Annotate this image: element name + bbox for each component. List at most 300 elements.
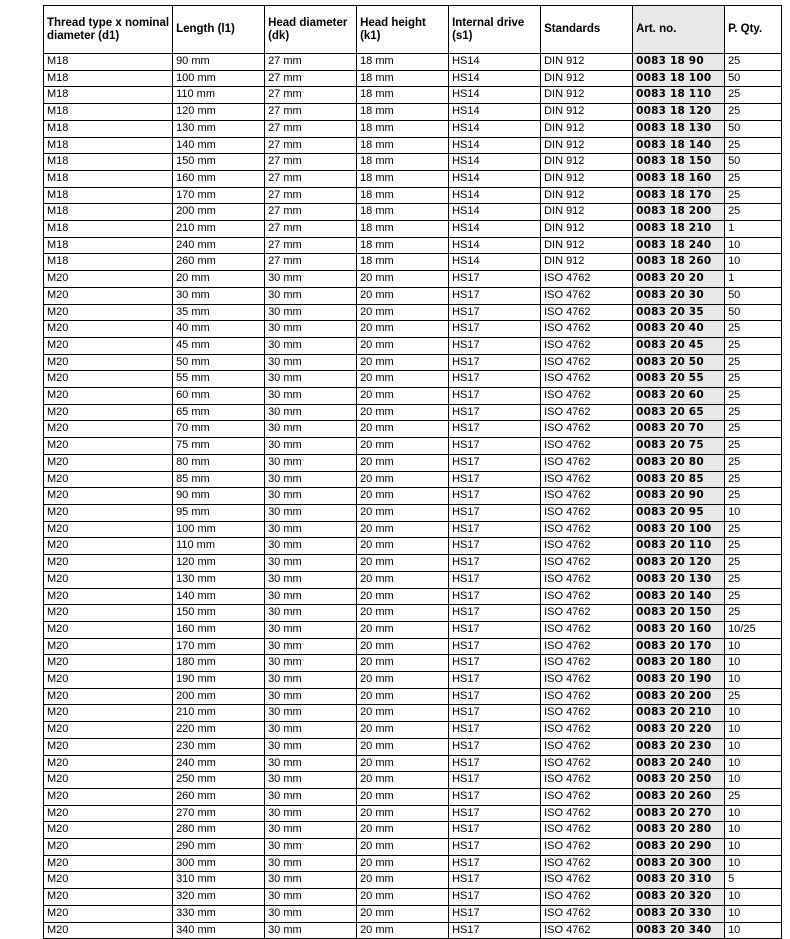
head-height-cell: 18 mm bbox=[357, 54, 449, 71]
internal-drive-cell: HS17 bbox=[449, 905, 541, 922]
table-row bbox=[44, 204, 782, 221]
art-no-cell: 0083 20 20 bbox=[633, 271, 725, 288]
thread-type-cell: M20 bbox=[44, 889, 173, 906]
head-height-cell: 20 mm bbox=[357, 872, 449, 889]
col-header-internal-drive: Internal drive (s1) bbox=[449, 6, 541, 54]
thread-type-cell: M20 bbox=[44, 788, 173, 805]
head-diameter-cell: 30 mm bbox=[265, 705, 357, 722]
standard-cell: ISO 4762 bbox=[541, 605, 633, 622]
head-diameter-cell: 30 mm bbox=[265, 872, 357, 889]
head-height-cell: 20 mm bbox=[357, 555, 449, 572]
pack-qty-cell: 25 bbox=[725, 555, 782, 572]
col-header-standards: Standards bbox=[541, 6, 633, 54]
head-height-cell: 20 mm bbox=[357, 755, 449, 772]
thread-type-cell: M20 bbox=[44, 855, 173, 872]
length-cell: 85 mm bbox=[173, 471, 265, 488]
standard-cell: ISO 4762 bbox=[541, 271, 633, 288]
pack-qty-cell: 10 bbox=[725, 905, 782, 922]
standard-cell: ISO 4762 bbox=[541, 371, 633, 388]
length-cell: 60 mm bbox=[173, 388, 265, 405]
head-diameter-cell: 30 mm bbox=[265, 638, 357, 655]
head-height-cell: 20 mm bbox=[357, 571, 449, 588]
internal-drive-cell: HS17 bbox=[449, 555, 541, 572]
table-row bbox=[44, 271, 782, 288]
head-height-cell: 18 mm bbox=[357, 254, 449, 271]
length-cell: 180 mm bbox=[173, 655, 265, 672]
table-row bbox=[44, 839, 782, 856]
head-diameter-cell: 30 mm bbox=[265, 555, 357, 572]
standard-cell: DIN 912 bbox=[541, 204, 633, 221]
length-cell: 130 mm bbox=[173, 571, 265, 588]
thread-type-cell: M20 bbox=[44, 321, 173, 338]
head-height-cell: 20 mm bbox=[357, 504, 449, 521]
thread-type-cell: M20 bbox=[44, 571, 173, 588]
standard-cell: ISO 4762 bbox=[541, 805, 633, 822]
art-no-cell: 0083 18 210 bbox=[633, 221, 725, 238]
head-diameter-cell: 27 mm bbox=[265, 54, 357, 71]
internal-drive-cell: HS17 bbox=[449, 872, 541, 889]
length-cell: 150 mm bbox=[173, 154, 265, 171]
internal-drive-cell: HS17 bbox=[449, 772, 541, 789]
art-no-cell: 0083 18 150 bbox=[633, 154, 725, 171]
head-diameter-cell: 27 mm bbox=[265, 237, 357, 254]
art-no-cell: 0083 20 210 bbox=[633, 705, 725, 722]
head-height-cell: 20 mm bbox=[357, 839, 449, 856]
head-diameter-cell: 30 mm bbox=[265, 688, 357, 705]
pack-qty-cell: 10 bbox=[725, 672, 782, 689]
thread-type-cell: M18 bbox=[44, 154, 173, 171]
table-row bbox=[44, 120, 782, 137]
art-no-cell: 0083 20 110 bbox=[633, 538, 725, 555]
length-cell: 30 mm bbox=[173, 287, 265, 304]
standard-cell: ISO 4762 bbox=[541, 855, 633, 872]
length-cell: 120 mm bbox=[173, 104, 265, 121]
head-height-cell: 20 mm bbox=[357, 855, 449, 872]
art-no-cell: 0083 20 240 bbox=[633, 755, 725, 772]
standard-cell: ISO 4762 bbox=[541, 922, 633, 939]
pack-qty-cell: 25 bbox=[725, 488, 782, 505]
art-no-cell: 0083 20 230 bbox=[633, 738, 725, 755]
head-height-cell: 20 mm bbox=[357, 304, 449, 321]
head-height-cell: 20 mm bbox=[357, 722, 449, 739]
internal-drive-cell: HS17 bbox=[449, 271, 541, 288]
length-cell: 270 mm bbox=[173, 805, 265, 822]
table-header-row bbox=[44, 6, 782, 54]
standard-cell: ISO 4762 bbox=[541, 321, 633, 338]
internal-drive-cell: HS17 bbox=[449, 488, 541, 505]
standard-cell: ISO 4762 bbox=[541, 404, 633, 421]
thread-type-cell: M20 bbox=[44, 287, 173, 304]
pack-qty-cell: 10/25 bbox=[725, 621, 782, 638]
length-cell: 250 mm bbox=[173, 772, 265, 789]
length-cell: 240 mm bbox=[173, 237, 265, 254]
standard-cell: ISO 4762 bbox=[541, 354, 633, 371]
thread-type-cell: M20 bbox=[44, 371, 173, 388]
standard-cell: ISO 4762 bbox=[541, 738, 633, 755]
internal-drive-cell: HS17 bbox=[449, 922, 541, 939]
head-height-cell: 18 mm bbox=[357, 137, 449, 154]
head-diameter-cell: 27 mm bbox=[265, 221, 357, 238]
head-height-cell: 20 mm bbox=[357, 922, 449, 939]
thread-type-cell: M18 bbox=[44, 237, 173, 254]
head-height-cell: 18 mm bbox=[357, 204, 449, 221]
thread-type-cell: M20 bbox=[44, 822, 173, 839]
length-cell: 210 mm bbox=[173, 705, 265, 722]
head-height-cell: 20 mm bbox=[357, 705, 449, 722]
head-diameter-cell: 30 mm bbox=[265, 755, 357, 772]
length-cell: 310 mm bbox=[173, 872, 265, 889]
pack-qty-cell: 25 bbox=[725, 321, 782, 338]
art-no-cell: 0083 18 100 bbox=[633, 70, 725, 87]
thread-type-cell: M20 bbox=[44, 755, 173, 772]
table-row bbox=[44, 538, 782, 555]
head-height-cell: 20 mm bbox=[357, 354, 449, 371]
table-row bbox=[44, 855, 782, 872]
art-no-cell: 0083 20 270 bbox=[633, 805, 725, 822]
length-cell: 230 mm bbox=[173, 738, 265, 755]
head-height-cell: 20 mm bbox=[357, 638, 449, 655]
head-height-cell: 20 mm bbox=[357, 805, 449, 822]
head-diameter-cell: 30 mm bbox=[265, 471, 357, 488]
table-row bbox=[44, 705, 782, 722]
art-no-cell: 0083 20 310 bbox=[633, 872, 725, 889]
pack-qty-cell: 10 bbox=[725, 772, 782, 789]
table-row bbox=[44, 354, 782, 371]
head-diameter-cell: 30 mm bbox=[265, 304, 357, 321]
art-no-cell: 0083 20 90 bbox=[633, 488, 725, 505]
pack-qty-cell: 10 bbox=[725, 889, 782, 906]
art-no-cell: 0083 20 260 bbox=[633, 788, 725, 805]
standard-cell: DIN 912 bbox=[541, 154, 633, 171]
standard-cell: ISO 4762 bbox=[541, 421, 633, 438]
head-diameter-cell: 30 mm bbox=[265, 337, 357, 354]
pack-qty-cell: 10 bbox=[725, 254, 782, 271]
head-height-cell: 18 mm bbox=[357, 187, 449, 204]
art-no-cell: 0083 20 75 bbox=[633, 438, 725, 455]
head-height-cell: 20 mm bbox=[357, 822, 449, 839]
art-no-cell: 0083 20 250 bbox=[633, 772, 725, 789]
art-no-cell: 0083 20 30 bbox=[633, 287, 725, 304]
pack-qty-cell: 50 bbox=[725, 70, 782, 87]
head-height-cell: 20 mm bbox=[357, 521, 449, 538]
head-diameter-cell: 27 mm bbox=[265, 87, 357, 104]
standard-cell: ISO 4762 bbox=[541, 621, 633, 638]
length-cell: 290 mm bbox=[173, 839, 265, 856]
art-no-cell: 0083 20 340 bbox=[633, 922, 725, 939]
standard-cell: DIN 912 bbox=[541, 137, 633, 154]
thread-type-cell: M18 bbox=[44, 187, 173, 204]
pack-qty-cell: 10 bbox=[725, 755, 782, 772]
standard-cell: DIN 912 bbox=[541, 120, 633, 137]
head-diameter-cell: 27 mm bbox=[265, 254, 357, 271]
head-diameter-cell: 30 mm bbox=[265, 271, 357, 288]
internal-drive-cell: HS17 bbox=[449, 822, 541, 839]
art-no-cell: 0083 20 70 bbox=[633, 421, 725, 438]
pack-qty-cell: 25 bbox=[725, 337, 782, 354]
pack-qty-cell: 25 bbox=[725, 438, 782, 455]
pack-qty-cell: 25 bbox=[725, 454, 782, 471]
thread-type-cell: M20 bbox=[44, 304, 173, 321]
pack-qty-cell: 10 bbox=[725, 839, 782, 856]
pack-qty-cell: 25 bbox=[725, 404, 782, 421]
head-diameter-cell: 27 mm bbox=[265, 70, 357, 87]
art-no-cell: 0083 20 220 bbox=[633, 722, 725, 739]
standard-cell: ISO 4762 bbox=[541, 504, 633, 521]
internal-drive-cell: HS17 bbox=[449, 304, 541, 321]
head-diameter-cell: 27 mm bbox=[265, 137, 357, 154]
pack-qty-cell: 10 bbox=[725, 705, 782, 722]
art-no-cell: 0083 20 290 bbox=[633, 839, 725, 856]
table-row bbox=[44, 54, 782, 71]
head-diameter-cell: 27 mm bbox=[265, 170, 357, 187]
length-cell: 50 mm bbox=[173, 354, 265, 371]
standard-cell: DIN 912 bbox=[541, 54, 633, 71]
head-diameter-cell: 27 mm bbox=[265, 154, 357, 171]
internal-drive-cell: HS17 bbox=[449, 421, 541, 438]
thread-type-cell: M18 bbox=[44, 104, 173, 121]
length-cell: 65 mm bbox=[173, 404, 265, 421]
thread-type-cell: M20 bbox=[44, 672, 173, 689]
table-row bbox=[44, 588, 782, 605]
internal-drive-cell: HS17 bbox=[449, 672, 541, 689]
standard-cell: ISO 4762 bbox=[541, 705, 633, 722]
standard-cell: ISO 4762 bbox=[541, 905, 633, 922]
table-row bbox=[44, 421, 782, 438]
head-diameter-cell: 30 mm bbox=[265, 371, 357, 388]
length-cell: 45 mm bbox=[173, 337, 265, 354]
standard-cell: ISO 4762 bbox=[541, 672, 633, 689]
art-no-cell: 0083 20 65 bbox=[633, 404, 725, 421]
art-no-cell: 0083 20 140 bbox=[633, 588, 725, 605]
table-row bbox=[44, 287, 782, 304]
thread-type-cell: M20 bbox=[44, 354, 173, 371]
thread-type-cell: M20 bbox=[44, 504, 173, 521]
pack-qty-cell: 25 bbox=[725, 788, 782, 805]
head-diameter-cell: 30 mm bbox=[265, 788, 357, 805]
internal-drive-cell: HS17 bbox=[449, 605, 541, 622]
table-row bbox=[44, 571, 782, 588]
standard-cell: DIN 912 bbox=[541, 70, 633, 87]
length-cell: 110 mm bbox=[173, 87, 265, 104]
art-no-cell: 0083 18 140 bbox=[633, 137, 725, 154]
head-diameter-cell: 30 mm bbox=[265, 621, 357, 638]
table-row bbox=[44, 221, 782, 238]
table-body bbox=[44, 54, 782, 939]
table-row bbox=[44, 304, 782, 321]
thread-type-cell: M20 bbox=[44, 688, 173, 705]
standard-cell: DIN 912 bbox=[541, 87, 633, 104]
length-cell: 190 mm bbox=[173, 672, 265, 689]
head-diameter-cell: 30 mm bbox=[265, 287, 357, 304]
table-row bbox=[44, 889, 782, 906]
head-height-cell: 18 mm bbox=[357, 104, 449, 121]
length-cell: 200 mm bbox=[173, 688, 265, 705]
internal-drive-cell: HS14 bbox=[449, 254, 541, 271]
col-header-length: Length (l1) bbox=[173, 6, 265, 54]
art-no-cell: 0083 20 40 bbox=[633, 321, 725, 338]
head-height-cell: 20 mm bbox=[357, 271, 449, 288]
pack-qty-cell: 50 bbox=[725, 154, 782, 171]
art-no-cell: 0083 20 320 bbox=[633, 889, 725, 906]
internal-drive-cell: HS17 bbox=[449, 621, 541, 638]
length-cell: 260 mm bbox=[173, 254, 265, 271]
head-diameter-cell: 30 mm bbox=[265, 488, 357, 505]
internal-drive-cell: HS17 bbox=[449, 638, 541, 655]
standard-cell: ISO 4762 bbox=[541, 388, 633, 405]
internal-drive-cell: HS17 bbox=[449, 738, 541, 755]
table-row bbox=[44, 788, 782, 805]
thread-type-cell: M18 bbox=[44, 54, 173, 71]
head-height-cell: 18 mm bbox=[357, 87, 449, 104]
thread-type-cell: M18 bbox=[44, 254, 173, 271]
product-table-container bbox=[43, 5, 782, 939]
pack-qty-cell: 1 bbox=[725, 221, 782, 238]
pack-qty-cell: 25 bbox=[725, 588, 782, 605]
internal-drive-cell: HS17 bbox=[449, 788, 541, 805]
table-row bbox=[44, 454, 782, 471]
table-row bbox=[44, 371, 782, 388]
pack-qty-cell: 10 bbox=[725, 922, 782, 939]
art-no-cell: 0083 18 90 bbox=[633, 54, 725, 71]
table-row bbox=[44, 555, 782, 572]
length-cell: 55 mm bbox=[173, 371, 265, 388]
art-no-cell: 0083 20 80 bbox=[633, 454, 725, 471]
length-cell: 110 mm bbox=[173, 538, 265, 555]
table-row bbox=[44, 872, 782, 889]
head-diameter-cell: 30 mm bbox=[265, 504, 357, 521]
head-height-cell: 20 mm bbox=[357, 454, 449, 471]
standard-cell: ISO 4762 bbox=[541, 471, 633, 488]
standard-cell: ISO 4762 bbox=[541, 337, 633, 354]
length-cell: 130 mm bbox=[173, 120, 265, 137]
pack-qty-cell: 10 bbox=[725, 504, 782, 521]
table-row bbox=[44, 638, 782, 655]
length-cell: 120 mm bbox=[173, 555, 265, 572]
standard-cell: ISO 4762 bbox=[541, 655, 633, 672]
col-header-pack-qty: P. Qty. bbox=[725, 6, 782, 54]
internal-drive-cell: HS17 bbox=[449, 321, 541, 338]
internal-drive-cell: HS14 bbox=[449, 70, 541, 87]
table-row bbox=[44, 70, 782, 87]
length-cell: 330 mm bbox=[173, 905, 265, 922]
head-diameter-cell: 30 mm bbox=[265, 571, 357, 588]
art-no-cell: 0083 18 130 bbox=[633, 120, 725, 137]
internal-drive-cell: HS17 bbox=[449, 889, 541, 906]
table-row bbox=[44, 772, 782, 789]
head-diameter-cell: 30 mm bbox=[265, 805, 357, 822]
head-diameter-cell: 30 mm bbox=[265, 722, 357, 739]
standard-cell: DIN 912 bbox=[541, 187, 633, 204]
head-height-cell: 20 mm bbox=[357, 688, 449, 705]
thread-type-cell: M18 bbox=[44, 120, 173, 137]
pack-qty-cell: 1 bbox=[725, 271, 782, 288]
head-height-cell: 20 mm bbox=[357, 588, 449, 605]
pack-qty-cell: 50 bbox=[725, 287, 782, 304]
pack-qty-cell: 25 bbox=[725, 204, 782, 221]
table-row bbox=[44, 822, 782, 839]
internal-drive-cell: HS17 bbox=[449, 538, 541, 555]
internal-drive-cell: HS14 bbox=[449, 204, 541, 221]
col-header-head-diameter: Head diameter (dk) bbox=[265, 6, 357, 54]
table-row bbox=[44, 170, 782, 187]
head-height-cell: 20 mm bbox=[357, 788, 449, 805]
head-diameter-cell: 27 mm bbox=[265, 204, 357, 221]
length-cell: 210 mm bbox=[173, 221, 265, 238]
table-row bbox=[44, 621, 782, 638]
head-height-cell: 18 mm bbox=[357, 221, 449, 238]
table-row bbox=[44, 471, 782, 488]
head-diameter-cell: 30 mm bbox=[265, 905, 357, 922]
head-height-cell: 20 mm bbox=[357, 321, 449, 338]
head-diameter-cell: 30 mm bbox=[265, 454, 357, 471]
internal-drive-cell: HS14 bbox=[449, 54, 541, 71]
thread-type-cell: M20 bbox=[44, 271, 173, 288]
head-diameter-cell: 30 mm bbox=[265, 738, 357, 755]
length-cell: 160 mm bbox=[173, 170, 265, 187]
internal-drive-cell: HS14 bbox=[449, 237, 541, 254]
standard-cell: ISO 4762 bbox=[541, 822, 633, 839]
thread-type-cell: M20 bbox=[44, 621, 173, 638]
thread-type-cell: M18 bbox=[44, 70, 173, 87]
length-cell: 280 mm bbox=[173, 822, 265, 839]
art-no-cell: 0083 18 260 bbox=[633, 254, 725, 271]
length-cell: 170 mm bbox=[173, 638, 265, 655]
length-cell: 260 mm bbox=[173, 788, 265, 805]
table-row bbox=[44, 237, 782, 254]
head-diameter-cell: 30 mm bbox=[265, 538, 357, 555]
pack-qty-cell: 25 bbox=[725, 688, 782, 705]
standard-cell: ISO 4762 bbox=[541, 638, 633, 655]
head-diameter-cell: 30 mm bbox=[265, 772, 357, 789]
head-height-cell: 20 mm bbox=[357, 655, 449, 672]
head-height-cell: 20 mm bbox=[357, 738, 449, 755]
internal-drive-cell: HS17 bbox=[449, 755, 541, 772]
table-row bbox=[44, 605, 782, 622]
length-cell: 70 mm bbox=[173, 421, 265, 438]
table-row bbox=[44, 337, 782, 354]
pack-qty-cell: 25 bbox=[725, 521, 782, 538]
pack-qty-cell: 25 bbox=[725, 471, 782, 488]
pack-qty-cell: 25 bbox=[725, 354, 782, 371]
length-cell: 90 mm bbox=[173, 54, 265, 71]
length-cell: 150 mm bbox=[173, 605, 265, 622]
internal-drive-cell: HS14 bbox=[449, 154, 541, 171]
art-no-cell: 0083 20 330 bbox=[633, 905, 725, 922]
head-diameter-cell: 30 mm bbox=[265, 922, 357, 939]
art-no-cell: 0083 20 95 bbox=[633, 504, 725, 521]
thread-type-cell: M20 bbox=[44, 655, 173, 672]
table-row bbox=[44, 254, 782, 271]
length-cell: 100 mm bbox=[173, 521, 265, 538]
table-row bbox=[44, 404, 782, 421]
head-height-cell: 20 mm bbox=[357, 421, 449, 438]
head-diameter-cell: 30 mm bbox=[265, 388, 357, 405]
pack-qty-cell: 25 bbox=[725, 87, 782, 104]
standard-cell: DIN 912 bbox=[541, 104, 633, 121]
thread-type-cell: M20 bbox=[44, 421, 173, 438]
thread-type-cell: M20 bbox=[44, 555, 173, 572]
thread-type-cell: M20 bbox=[44, 454, 173, 471]
art-no-cell: 0083 20 55 bbox=[633, 371, 725, 388]
pack-qty-cell: 25 bbox=[725, 104, 782, 121]
thread-type-cell: M20 bbox=[44, 471, 173, 488]
internal-drive-cell: HS17 bbox=[449, 588, 541, 605]
length-cell: 320 mm bbox=[173, 889, 265, 906]
head-diameter-cell: 30 mm bbox=[265, 889, 357, 906]
art-no-cell: 0083 20 130 bbox=[633, 571, 725, 588]
art-no-cell: 0083 20 120 bbox=[633, 555, 725, 572]
pack-qty-cell: 5 bbox=[725, 872, 782, 889]
